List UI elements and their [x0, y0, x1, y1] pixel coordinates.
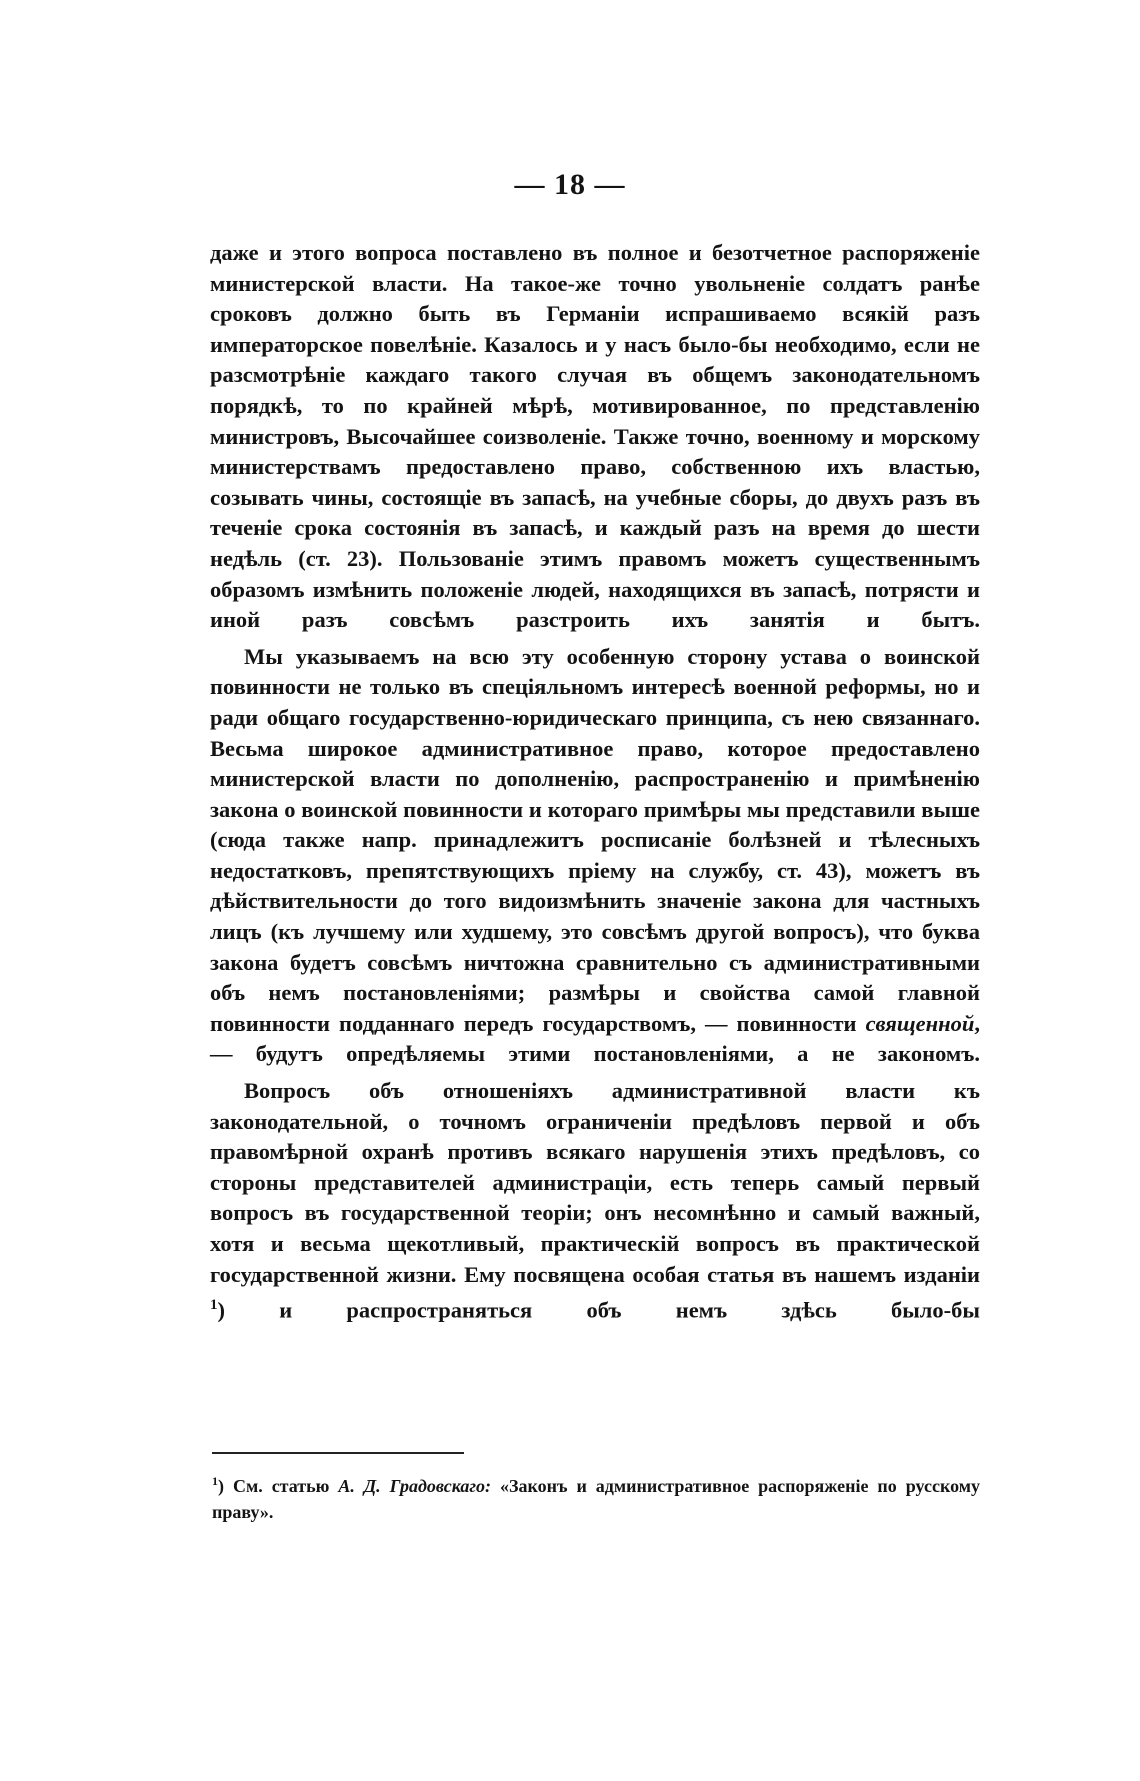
paragraph-1: даже и этого вопроса поставлено въ полное и безотчетное распоряженіе министерской власти. На такое-же точно увольненіе солдатъ ранѣе сроковъ должно быть въ Германіи испрашиваемо всякій разъ императорское повелѣніе. Казалось и у насъ было-бы необходимо, если не разсмотрѣніе каждаго такого случая въ общемъ законодательномъ порядкѣ, то по крайней мѣрѣ, мотивированное, по представленію министровъ, Высочайшее соизволеніе. Также точно, военному и морскому министерствамъ предоставлено право, собственною ихъ властью, созывать чины, состоящіе въ запасѣ, на учебные сборы, до двухъ разъ въ теченіе срока состоянія въ запасѣ, и каждый разъ на время до шести недѣль (ст. 23). Пользованіе этимъ правомъ можетъ существеннымъ образомъ измѣнить положеніе людей, находящихся въ запасѣ, потрясти и иной разъ совсѣмъ разстроить ихъ занятія и бытъ.: [210, 240, 980, 633]
footnote-reference[interactable]: 1: [210, 1297, 218, 1314]
paragraph-3-text: Вопросъ объ отношеніяхъ административной власти къ законодательной, о точномъ ограниченіи предѣловъ первой и объ правомѣрной охранѣ противъ всякаго нарушенія этихъ предѣловъ, со стороны представителей администраціи, есть теперь самый первый вопросъ въ государственной теоріи; онъ несомнѣнно и самый важный, хотя и весьма щекотливый, практическій вопросъ въ практической государственной жизни. Ему посвящена особая статья въ нашемъ изданіи: [210, 1078, 980, 1287]
paragraph-2-text: Мы указываемъ на всю эту особенную сторону устава о воинской повинности не только въ спеціяльномъ интересѣ военной реформы, но и ради общаго государственно-юридическаго принципа, съ нею связаннаго. Весьма широкое административное право, которое предоставлено министерской власти по дополненію, распространенію и примѣненію закона о воинской повинности и котораго примѣры мы представили выше (сюда также напр. принадлежитъ росписаніе болѣзней и тѣлесныхъ недостатковъ, препятствующихъ пріему на службу, ст. 43), можетъ въ дѣйствительности до того видоизмѣнить значеніе закона для частныхъ лицъ (къ лучшему или худшему, это совсѣмъ другой вопросъ), что буква закона будетъ совсѣмъ ничтожна сравнительно съ административными объ немъ постановленіями; размѣры и свойства самой главной повинности подданнаго передъ государствомъ, — повинности: [210, 643, 980, 1036]
page-number: — 18 —: [514, 168, 626, 201]
footnote-prefix: ) См. статью: [218, 1476, 339, 1496]
paragraph-3: [210, 1076, 980, 1326]
paragraph-2-end: , — будутъ опредѣляемы этими постановленіями, а не закономъ.: [210, 1010, 980, 1067]
footnote-text: «Законъ и административное распоряженіе по русскому праву».: [212, 1476, 980, 1522]
main-text: [210, 238, 980, 1326]
paragraph-2-italic: священной: [865, 1010, 975, 1036]
paragraph-2: [210, 642, 980, 1070]
paragraph-3-end: ) и распространяться объ немъ здѣсь было-бы: [217, 1297, 980, 1323]
footnote-author: А. Д. Градовскаго:: [338, 1476, 492, 1496]
footnote-separator: [212, 1452, 464, 1454]
footnote: [212, 1468, 980, 1525]
footnote-marker: 1: [212, 1474, 218, 1488]
